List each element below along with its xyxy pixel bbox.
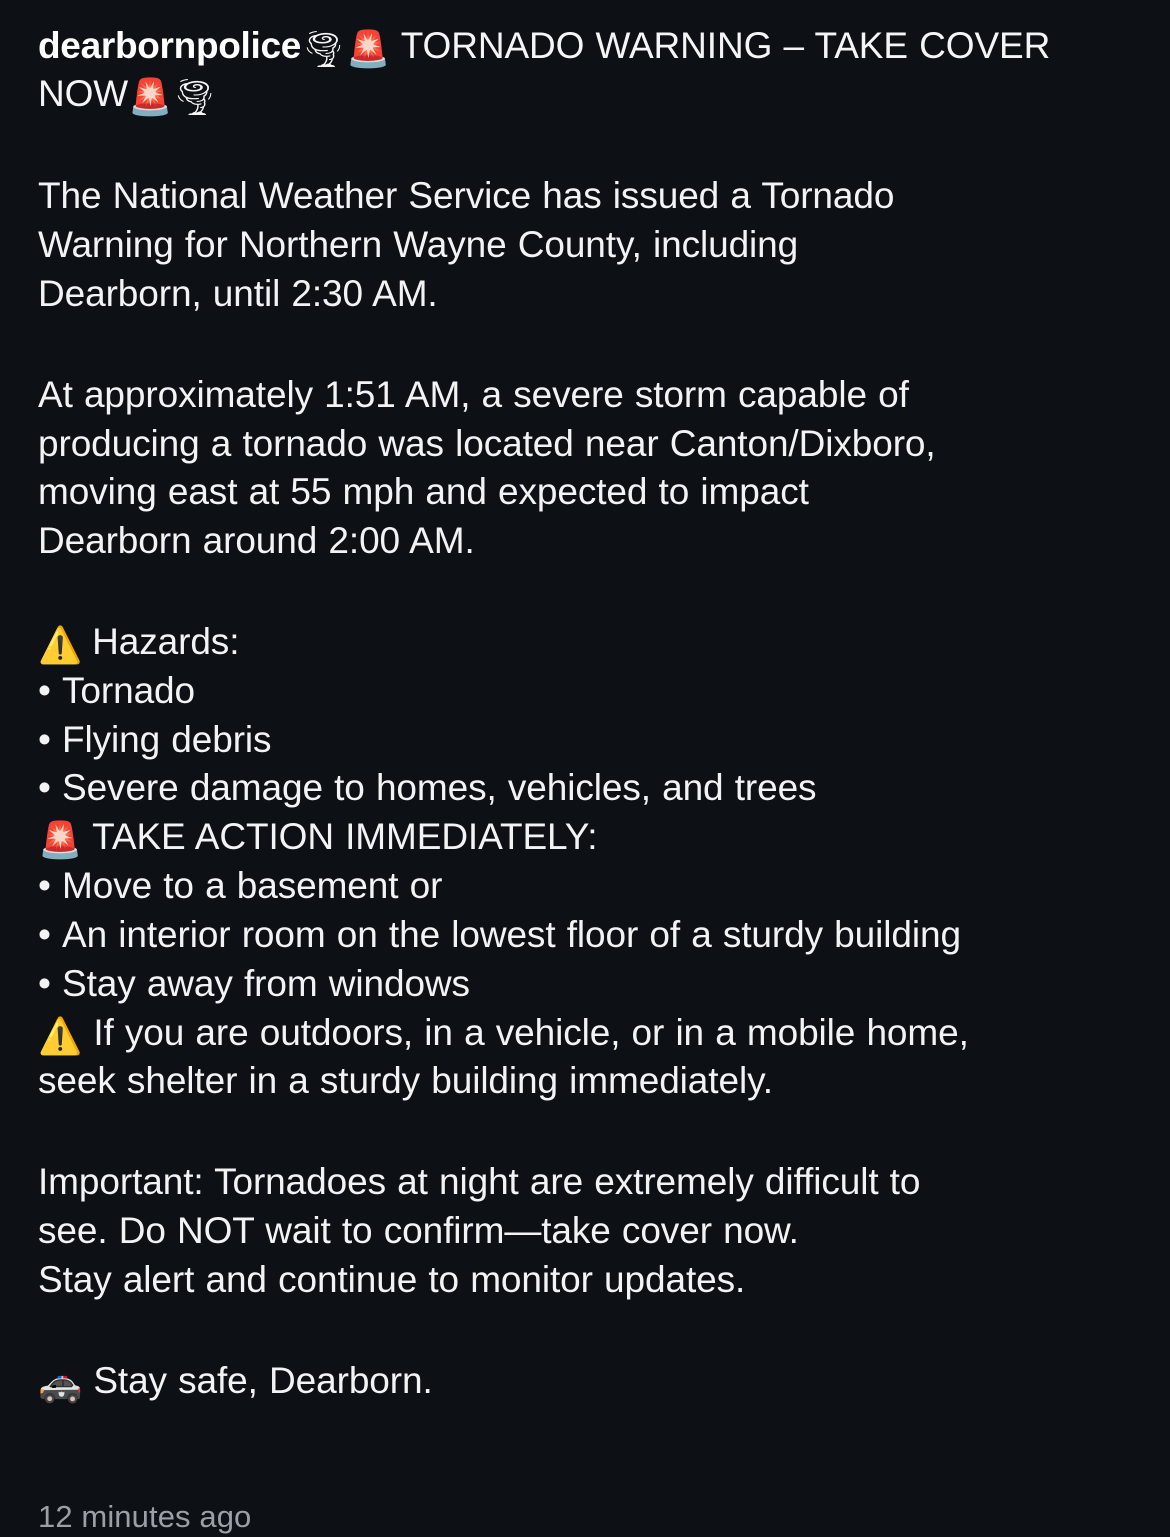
paragraph-line: moving east at 55 mph and expected to impact — [38, 471, 809, 513]
bullet-icon: • — [38, 767, 51, 809]
list-item — [38, 716, 1136, 765]
spacer — [38, 1305, 1136, 1357]
spacer — [38, 566, 1136, 618]
list-item-label: Flying debris — [62, 718, 272, 760]
list-item-label: An interior room on the lowest floor of a sturdy building — [62, 913, 961, 955]
police-car-icon: 🚓 — [38, 1363, 83, 1405]
tornado-icon: 🌪 — [301, 29, 347, 71]
list-item-label: Move to a basement or — [62, 865, 443, 907]
important-note — [38, 1158, 1136, 1304]
list-item-label: Severe damage to homes, vehicles, and trees — [62, 767, 817, 809]
paragraph-line: The National Weather Service has issued a Tornado — [38, 175, 895, 217]
paragraph-line: Stay alert and continue to monitor updates. — [38, 1258, 746, 1300]
warning-triangle-icon: ⚠️ — [38, 625, 83, 667]
warning-triangle-icon-2: ⚠️ — [38, 1015, 83, 1057]
list-item-label: Tornado — [62, 669, 196, 711]
hazards-section — [38, 618, 1136, 813]
list-item — [38, 862, 1136, 911]
take-action-heading-label: TAKE ACTION IMMEDIATELY: — [92, 816, 598, 858]
take-action-heading — [38, 813, 1136, 862]
closing-line — [38, 1357, 1136, 1406]
list-item — [38, 764, 1136, 813]
paragraph-line: producing a tornado was located near Canton/Dixboro, — [38, 422, 936, 464]
headline-line-1: TORNADO WARNING – TAKE — [400, 25, 908, 66]
paragraph-line: Dearborn, until 2:30 AM. — [38, 272, 438, 314]
outdoors-warning-line-1 — [38, 1009, 1136, 1058]
bullet-icon: • — [38, 669, 51, 711]
spacer — [38, 118, 1136, 172]
paragraph-line: Important: Tornadoes at night are extremely difficult to — [38, 1161, 921, 1203]
paragraph-line: Warning for Northern Wayne County, including — [38, 224, 799, 266]
spacer — [38, 1106, 1136, 1158]
closing-text: Stay safe, Dearborn. — [93, 1359, 433, 1401]
headline-line-2: COVER NOW — [38, 25, 1051, 115]
list-item — [38, 960, 1136, 1009]
paragraph-storm-location — [38, 371, 1136, 566]
account-username[interactable]: dearbornpolice — [38, 25, 302, 66]
hazards-heading-label: Hazards: — [92, 620, 240, 662]
rotating-light-icon-2: 🚨 — [128, 77, 173, 119]
bullet-icon: • — [38, 718, 51, 760]
spacer — [38, 319, 1136, 371]
outdoors-warning-line-2: seek shelter in a sturdy building immediately. — [38, 1060, 773, 1102]
rotating-light-icon: 🚨 — [346, 29, 391, 71]
bullet-icon: • — [38, 962, 51, 1004]
paragraph-line: At approximately 1:51 AM, a severe storm capable of — [38, 373, 909, 415]
list-item — [38, 667, 1136, 716]
closing-row — [38, 1357, 1136, 1406]
paragraph-line: Dearborn around 2:00 AM. — [38, 520, 475, 562]
list-item-label: Stay away from windows — [62, 962, 470, 1004]
paragraph-line: see. Do NOT wait to confirm—take cover now. — [38, 1210, 799, 1252]
take-action-section — [38, 813, 1136, 1008]
hazards-heading — [38, 618, 1136, 667]
bullet-icon: • — [38, 913, 51, 955]
tornado-icon-2: 🌪 — [172, 77, 218, 119]
outdoors-warning-text: If you are outdoors, in a vehicle, or in a mobile home, — [93, 1011, 969, 1053]
post-timestamp: 12 minutes ago — [38, 1499, 252, 1534]
paragraph-warning-issued — [38, 172, 1136, 318]
outdoors-warning-section — [38, 1009, 1136, 1107]
post-caption-headline — [38, 22, 1136, 118]
bullet-icon: • — [38, 865, 51, 907]
list-item — [38, 911, 1136, 960]
rotating-light-icon-3: 🚨 — [38, 820, 83, 862]
